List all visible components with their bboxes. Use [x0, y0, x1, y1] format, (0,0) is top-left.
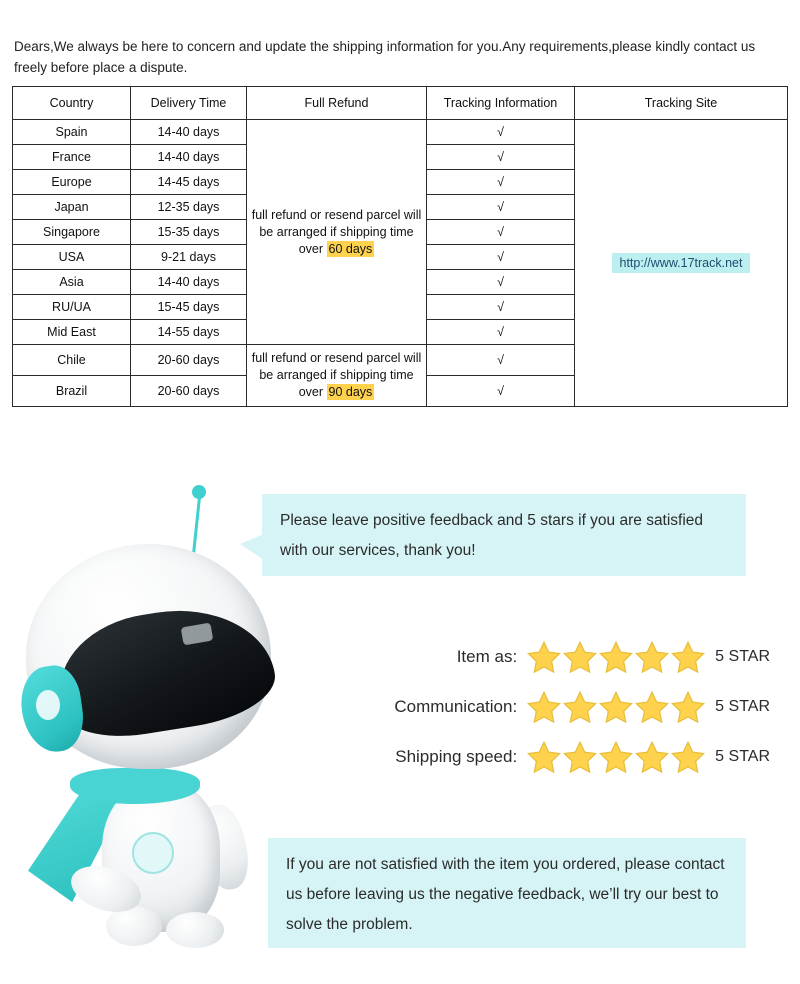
cell-delivery-time: 14-45 days: [131, 170, 247, 195]
rating-label: Communication:: [394, 697, 518, 716]
robot-leg-right: [166, 912, 224, 948]
star-icon: [527, 640, 561, 674]
cell-country: USA: [13, 245, 131, 270]
cell-tracking-information: √: [427, 295, 575, 320]
star-rating-item-as: [527, 640, 707, 674]
cell-tracking-information: √: [427, 345, 575, 376]
column-header-tracking-information: Tracking Information: [427, 87, 575, 120]
shipping-info-block: [12, 36, 788, 407]
star-icon: [635, 640, 669, 674]
star-icon: [563, 690, 597, 724]
cell-country: Brazil: [13, 376, 131, 407]
cell-country: Singapore: [13, 220, 131, 245]
rating-label: Shipping speed:: [395, 747, 518, 766]
rating-value: 5 STAR: [715, 648, 770, 665]
rating-value: 5 STAR: [715, 698, 770, 715]
cell-country: Asia: [13, 270, 131, 295]
rating-value: 5 STAR: [715, 748, 770, 765]
star-icon: [527, 740, 561, 774]
cell-full-refund-group-1: [247, 120, 427, 345]
cell-country: Japan: [13, 195, 131, 220]
cell-delivery-time: 14-40 days: [131, 120, 247, 145]
cell-delivery-time: 15-45 days: [131, 295, 247, 320]
cell-tracking-information: √: [427, 145, 575, 170]
refund-highlight-90-days: 90 days: [328, 385, 373, 399]
cell-tracking-site: [575, 120, 788, 407]
rating-row-shipping-speed: [330, 732, 770, 782]
column-header-delivery-time: Delivery Time: [131, 87, 247, 120]
refund-text-before: full refund or resend parcel will be arranged if shipping time over: [251, 207, 422, 256]
robot-scarf: [70, 768, 200, 804]
cell-country: France: [13, 145, 131, 170]
cell-tracking-information: √: [427, 270, 575, 295]
positive-feedback-bubble: Please leave positive feedback and 5 stars if you are satisfied with our services, thank you!: [262, 494, 746, 576]
cell-tracking-information: √: [427, 245, 575, 270]
ratings-list: [330, 632, 770, 782]
star-icon: [563, 740, 597, 774]
cell-country: Spain: [13, 120, 131, 145]
cell-delivery-time: 9-21 days: [131, 245, 247, 270]
column-header-full-refund: Full Refund: [247, 87, 427, 120]
shipping-table: [12, 86, 788, 407]
cell-tracking-information: √: [427, 220, 575, 245]
star-icon: [635, 740, 669, 774]
cell-delivery-time: 12-35 days: [131, 195, 247, 220]
star-rating-communication: [527, 690, 707, 724]
rating-label: Item as:: [456, 647, 518, 666]
star-icon: [527, 690, 561, 724]
cell-full-refund-group-2: [247, 345, 427, 407]
star-icon: [599, 690, 633, 724]
cell-delivery-time: 14-40 days: [131, 145, 247, 170]
rating-row-item-as: [330, 632, 770, 682]
cell-tracking-information: √: [427, 120, 575, 145]
robot-ear-inner: [36, 690, 60, 720]
cell-delivery-time: 15-35 days: [131, 220, 247, 245]
robot-antenna-rod: [192, 497, 201, 557]
star-icon: [671, 640, 705, 674]
cell-tracking-information: √: [427, 170, 575, 195]
robot-mascot-illustration: [14, 482, 274, 952]
star-icon: [599, 640, 633, 674]
star-rating-shipping-speed: [527, 740, 707, 774]
cell-country: RU/UA: [13, 295, 131, 320]
shipping-intro-text: Dears,We always be here to concern and update the shipping information for you.Any requirements,please kindly contact us freely before place a dispute.: [14, 39, 756, 75]
cell-country: Chile: [13, 345, 131, 376]
cell-delivery-time: 20-60 days: [131, 345, 247, 376]
negative-feedback-bubble: If you are not satisfied with the item you ordered, please contact us before leaving us the negative feedback, we’ll try our best to solve the problem.: [268, 838, 746, 948]
star-icon: [563, 640, 597, 674]
cell-delivery-time: 20-60 days: [131, 376, 247, 407]
star-icon: [635, 690, 669, 724]
refund-text-before: full refund or resend parcel will be arranged if shipping time over: [251, 351, 422, 399]
star-icon: [671, 690, 705, 724]
cell-country: Mid East: [13, 320, 131, 345]
cell-tracking-information: √: [427, 320, 575, 345]
star-icon: [599, 740, 633, 774]
star-icon: [671, 740, 705, 774]
cell-country: Europe: [13, 170, 131, 195]
tracking-site-link[interactable]: http://www.17track.net: [612, 253, 751, 273]
robot-badge: [132, 832, 174, 874]
rating-row-communication: [330, 682, 770, 732]
column-header-tracking-site: Tracking Site: [575, 87, 788, 120]
cell-delivery-time: 14-55 days: [131, 320, 247, 345]
cell-delivery-time: 14-40 days: [131, 270, 247, 295]
refund-highlight-60-days: 60 days: [328, 241, 373, 256]
table-header-row: [13, 87, 788, 120]
table-row: [13, 120, 788, 145]
column-header-country: Country: [13, 87, 131, 120]
feedback-block: [0, 452, 800, 984]
cell-tracking-information: √: [427, 376, 575, 407]
cell-tracking-information: √: [427, 195, 575, 220]
